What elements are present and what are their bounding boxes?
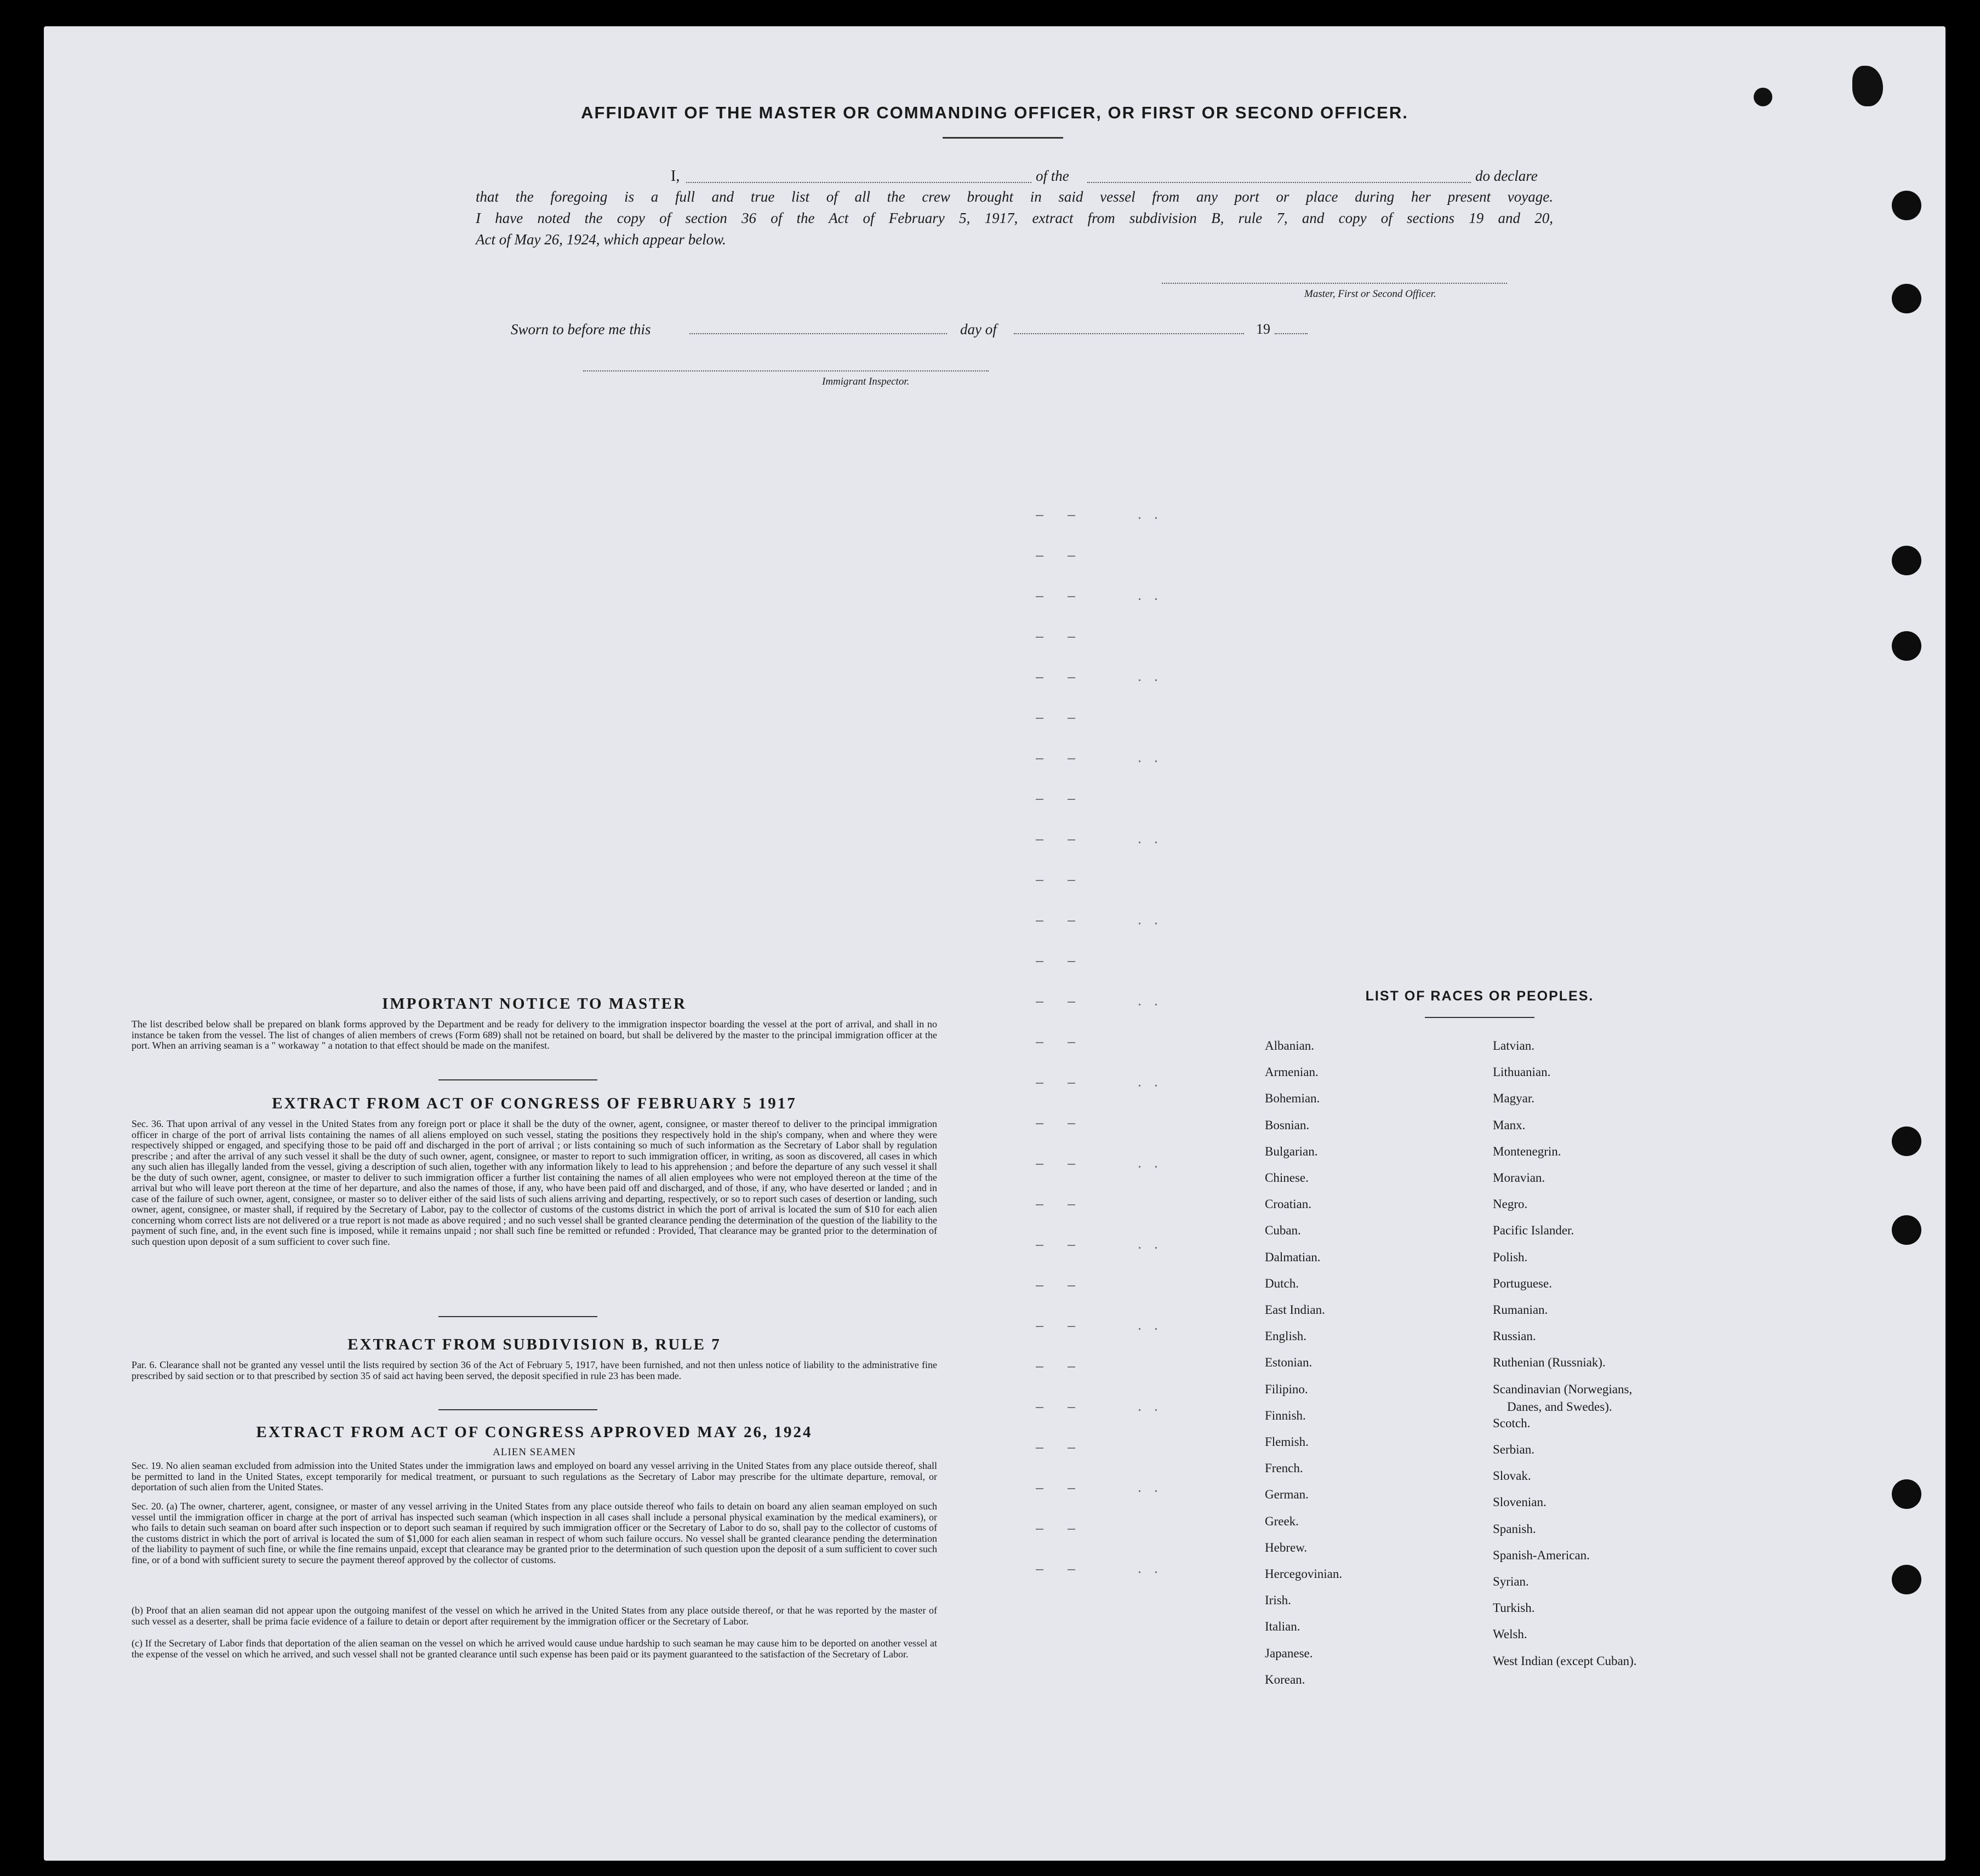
guide-tick [1068, 961, 1075, 962]
guide-tick [1068, 515, 1075, 516]
race-item: Hercegovinian. [1265, 1567, 1343, 1581]
guide-dot [1155, 1571, 1157, 1573]
race-item: Greek. [1265, 1514, 1299, 1528]
inspector-signature-field[interactable] [583, 370, 989, 371]
guide-dot [1155, 1166, 1157, 1168]
guide-tick [1036, 1529, 1043, 1530]
guide-tick [1036, 961, 1043, 962]
declaration-line-1: that the foregoing is a full and true list of all the crew brought in said vessel from any port or place during her present voyage. [476, 188, 1553, 205]
race-item: Spanish-American. [1493, 1548, 1590, 1562]
binder-hole [1892, 631, 1921, 661]
master-signature-caption: Master, First or Second Officer. [1304, 288, 1436, 300]
race-item: Spanish. [1493, 1522, 1536, 1536]
race-item: Scotch. [1493, 1416, 1531, 1430]
guide-tick [1036, 758, 1043, 759]
vessel-name-field[interactable] [1087, 182, 1471, 183]
binder-hole [1892, 1479, 1921, 1509]
binder-hole [1892, 191, 1921, 220]
race-item: Scandinavian (Norwegians, [1493, 1382, 1633, 1396]
race-item: Rumanian. [1493, 1303, 1548, 1317]
guide-dot [1155, 1247, 1157, 1249]
sworn-year-field[interactable] [1275, 333, 1308, 334]
race-item: Italian. [1265, 1620, 1300, 1634]
guide-tick [1036, 677, 1043, 678]
extract-1924-sec20c: (c) If the Secretary of Labor finds that deportation of the alien seaman on the vessel on which he arrived would cause undue hardship to such seaman he may cause him to be deported on another vessel at the expense of the vessel on which he arrived, and such vessel shall not be granted clearance until such expense has been paid or its payment guaranteed to the satisfaction of the Secretary of Labor. [132, 1638, 937, 1660]
divider [438, 1409, 597, 1410]
guide-dot [1155, 1085, 1157, 1086]
guide-tick [1036, 1164, 1043, 1165]
guide-tick [1068, 1285, 1075, 1286]
guide-tick [1068, 839, 1075, 840]
guide-tick [1068, 758, 1075, 759]
sworn-month-field[interactable] [1014, 333, 1244, 334]
guide-tick [1036, 515, 1043, 516]
guide-tick [1036, 1042, 1043, 1043]
guide-tick [1036, 880, 1043, 881]
guide-tick [1068, 880, 1075, 881]
race-item: Slovak. [1493, 1469, 1531, 1483]
race-item: West Indian (except Cuban). [1493, 1654, 1637, 1668]
guide-dot [1139, 760, 1140, 762]
guide-tick [1068, 1245, 1075, 1246]
guide-tick [1068, 556, 1075, 557]
extract-rule7-title: EXTRACT FROM SUBDIVISION B, RULE 7 [347, 1336, 721, 1353]
race-item: Ruthenian (Russniak). [1493, 1355, 1606, 1370]
race-item: Magyar. [1493, 1091, 1535, 1106]
guide-dot [1139, 842, 1140, 843]
guide-tick [1068, 1366, 1075, 1368]
race-item: Japanese. [1265, 1646, 1313, 1660]
guide-tick [1068, 920, 1075, 922]
race-item: Negro. [1493, 1197, 1528, 1211]
race-item: Polish. [1493, 1250, 1528, 1264]
guide-tick [1068, 1326, 1075, 1327]
race-item: Manx. [1493, 1118, 1526, 1132]
race-item: East Indian. [1265, 1303, 1325, 1317]
extract-1917-text: Sec. 36. That upon arrival of any vessel in the United States from any foreign port or place it shall be the duty of the owner, agent, consignee, or master thereof to deliver to the principal immigration officer in charge of the port of arrival lists containing the names of all aliens employed on such vessel, stating the positions they respectively hold in the ship's company, when and where they were respectively shipped or engaged, and specifying those to be paid off and discharged in the port of arrival ; or lists containing so much of such information as the Secretary of Labor shall by regulation prescribe ; and after the arrival of any such vessel it shall be the duty of such owner, agent, consignee, or master to report to such immigration officer, in writing, as soon as discovered, all cases in which any such alien has illegally landed from the vessel, giving a description of such alien, together with any information likely to lead to his apprehension ; and before the departure of any such vessel it shall be the duty of such owner, agent, consignee, or master to deliver to such immigration officer a further list containing the names of all alien employees who were not employed thereon at the time of the arrival but who will leave port thereon at the time of her departure, and also the names of those, if any, who have been paid off and discharged, and of those, if any, who have deserted or landed ; and in case of the failure of such owner, agent, consignee, or master so to deliver either of the said lists of such aliens arriving and departing, respectively, or so to report such cases of desertion or landing, such owner, agent, consignee, or master shall, if required by the Secretary of Labor, pay to the collector of customs of the customs district in which the port of arrival is located the sum of $10 for each alien concerning whom correct lists are not delivered or a true report is not made as above required ; and no such vessel shall be granted clearance pending the determination of the question of the liability to the payment of such fine, and, in the event such fine is imposed, while it remains unpaid ; nor shall such fine be remitted or refunded : Provided, That clearance may be granted prior to the determination of such question upon deposit of a sum sufficient to cover such fine. [132, 1118, 937, 1247]
guide-tick [1036, 920, 1043, 922]
guide-dot [1155, 842, 1157, 843]
race-item: Cuban. [1265, 1223, 1301, 1238]
binder-hole [1892, 1126, 1921, 1156]
binder-hole [1892, 284, 1921, 313]
guide-tick [1068, 677, 1075, 678]
guide-tick [1036, 1326, 1043, 1327]
extract-1924-title: EXTRACT FROM ACT OF CONGRESS APPROVED MAY 26, 1924 [256, 1423, 813, 1441]
ink-spot [1754, 88, 1772, 106]
guide-tick [1068, 1164, 1075, 1165]
guide-dot [1139, 517, 1140, 519]
race-item: Croatian. [1265, 1197, 1311, 1211]
guide-dot [1155, 1328, 1157, 1330]
guide-tick [1068, 637, 1075, 638]
guide-tick [1036, 556, 1043, 557]
divider [438, 1316, 597, 1317]
guide-tick [1036, 1285, 1043, 1286]
guide-tick [1068, 596, 1075, 597]
race-item: Bohemian. [1265, 1091, 1320, 1106]
guide-tick [1068, 1083, 1075, 1084]
guide-dot [1139, 1571, 1140, 1573]
extract-1924-subtitle: ALIEN SEAMEN [493, 1446, 576, 1458]
guide-tick [1068, 1002, 1075, 1003]
guide-tick [1036, 596, 1043, 597]
race-item: Danes, and Swedes). [1507, 1399, 1612, 1414]
year-prefix: 19 [1256, 321, 1270, 337]
sworn-label: Sworn to before me this [511, 321, 651, 338]
guide-tick [1068, 1123, 1075, 1124]
guide-tick [1036, 1204, 1043, 1205]
race-item: Filipino. [1265, 1382, 1308, 1396]
guide-dot [1139, 923, 1140, 924]
guide-tick [1068, 1569, 1075, 1570]
binder-hole [1892, 1215, 1921, 1245]
race-item: Moravian. [1493, 1171, 1545, 1185]
race-item: Pacific Islander. [1493, 1223, 1574, 1238]
guide-dot [1155, 760, 1157, 762]
guide-tick [1068, 1407, 1075, 1408]
races-title: LIST OF RACES OR PEOPLES. [1365, 988, 1594, 1004]
race-item: Dalmatian. [1265, 1250, 1321, 1264]
guide-dot [1139, 1409, 1140, 1411]
guide-dot [1155, 517, 1157, 519]
race-item: Estonian. [1265, 1355, 1313, 1370]
race-item: Lithuanian. [1493, 1065, 1551, 1079]
race-item: English. [1265, 1329, 1307, 1343]
guide-tick [1036, 718, 1043, 719]
race-item: Latvian. [1493, 1039, 1534, 1053]
guide-tick [1068, 1042, 1075, 1043]
guide-dot [1155, 923, 1157, 924]
race-item: Turkish. [1493, 1601, 1535, 1615]
race-item: Finnish. [1265, 1408, 1306, 1422]
extract-rule7-text: Par. 6. Clearance shall not be granted any vessel until the lists required by section 36 of the Act of February 5, 1917, have been furnished, and not then unless notice of liability to the administrative fine prescribed by said section or to that prescribed by section 35 of said act having been served, the deposit specified in rule 23 has been made. [132, 1359, 937, 1381]
race-item: Dutch. [1265, 1276, 1299, 1290]
extract-1924-sec20b: (b) Proof that an alien seaman did not appear upon the outgoing manifest of the vessel on which he arrived in the United States from any place outside thereof, or that he was reported by the master of such vessel as a deserter, shall be prima facie evidence of a failure to detain or deport after requirement by the immigration officer or the Secretary of Labor. [132, 1605, 937, 1627]
guide-tick [1036, 1407, 1043, 1408]
race-item: Portuguese. [1493, 1276, 1552, 1290]
guide-tick [1036, 1448, 1043, 1449]
declarant-label: I, [671, 168, 680, 185]
of-the-label: of the [1036, 168, 1069, 184]
sworn-day-field[interactable] [689, 333, 947, 334]
guide-tick [1068, 1529, 1075, 1530]
day-of-label: day of [960, 321, 997, 338]
guide-tick [1036, 1123, 1043, 1124]
declaration-line-3: Act of May 26, 1924, which appear below. [476, 231, 726, 248]
master-signature-field[interactable] [1162, 283, 1507, 284]
do-declare-label: do declare [1475, 168, 1538, 184]
guide-dot [1139, 1004, 1140, 1005]
race-item: French. [1265, 1461, 1303, 1475]
race-item: Irish. [1265, 1593, 1291, 1608]
guide-tick [1068, 1448, 1075, 1449]
guide-tick [1068, 799, 1075, 800]
race-item: Flemish. [1265, 1435, 1309, 1449]
extract-1924-sec19: Sec. 19. No alien seaman excluded from admission into the United States under the immigration laws and employed on board any vessel arriving in the United States from any place outside thereof, shall be permitted to land in the United States, except temporarily for medical treatment, or pursuant to such regulations as the Secretary of Labor may prescribe for the ultimate departure, removal, or deportation of such alien from the United States. [132, 1460, 937, 1492]
race-item: German. [1265, 1488, 1309, 1502]
guide-tick [1036, 839, 1043, 840]
guide-tick [1068, 1204, 1075, 1205]
guide-tick [1036, 1083, 1043, 1084]
inspector-caption: Immigrant Inspector. [822, 376, 910, 387]
guide-tick [1036, 1569, 1043, 1570]
races-underline [1425, 1017, 1534, 1018]
guide-dot [1155, 679, 1157, 681]
race-item: Albanian. [1265, 1039, 1315, 1053]
guide-dot [1155, 1490, 1157, 1492]
race-item: Welsh. [1493, 1627, 1527, 1642]
guide-dot [1139, 1247, 1140, 1249]
affidavit-title: AFFIDAVIT OF THE MASTER OR COMMANDING OFFICER, OR FIRST OR SECOND OFFICER. [581, 103, 1408, 122]
guide-dot [1139, 1085, 1140, 1086]
extract-1917-title: EXTRACT FROM ACT OF CONGRESS OF FEBRUARY 5 1917 [272, 1095, 797, 1112]
title-underline [943, 137, 1063, 139]
notice-text: The list described below shall be prepared on blank forms approved by the Department and be ready for delivery to the immigration inspector boarding the vessel at the port of arrival, and shall in no instance be taken from the vessel. The list of changes of alien members of crews (Form 689) shall not be retained on board, but shall be delivered by the master to the principal immigration officer at the port. When an arriving seaman is a " workaway " a notation to that effect should be made on the manifest. [132, 1019, 937, 1051]
race-item: Russian. [1493, 1329, 1536, 1343]
guide-dot [1155, 1409, 1157, 1411]
race-item: Syrian. [1493, 1575, 1529, 1588]
guide-tick [1036, 1245, 1043, 1246]
guide-tick [1036, 799, 1043, 800]
guide-dot [1139, 1490, 1140, 1492]
guide-tick [1036, 1366, 1043, 1368]
race-item: Bosnian. [1265, 1118, 1310, 1132]
binder-hole [1892, 1565, 1921, 1594]
declaration-line-2: I have noted the copy of section 36 of the Act of February 5, 1917, extract from subdivision B, rule 7, and copy of sections 19 and 20, [476, 210, 1553, 226]
race-item: Slovenian. [1493, 1495, 1547, 1509]
race-item: Korean. [1265, 1672, 1305, 1686]
guide-tick [1068, 718, 1075, 719]
guide-dot [1139, 1328, 1140, 1330]
guide-dot [1139, 679, 1140, 681]
ink-spot [1852, 66, 1883, 106]
race-item: Armenian. [1265, 1065, 1319, 1079]
binder-hole [1892, 546, 1921, 575]
race-item: Chinese. [1265, 1171, 1309, 1185]
guide-dot [1155, 1004, 1157, 1005]
declarant-name-field[interactable] [686, 182, 1031, 183]
race-item: Hebrew. [1265, 1540, 1308, 1554]
race-item: Bulgarian. [1265, 1144, 1318, 1158]
race-item: Montenegrin. [1493, 1144, 1561, 1158]
guide-dot [1155, 598, 1157, 600]
guide-dot [1139, 598, 1140, 600]
divider [438, 1079, 597, 1080]
race-item: Serbian. [1493, 1443, 1535, 1456]
guide-tick [1068, 1488, 1075, 1489]
guide-dot [1139, 1166, 1140, 1168]
notice-title: IMPORTANT NOTICE TO MASTER [382, 995, 687, 1013]
form-page [44, 26, 1945, 1861]
guide-tick [1036, 637, 1043, 638]
guide-tick [1036, 1488, 1043, 1489]
guide-tick [1036, 1002, 1043, 1003]
extract-1924-sec20a: Sec. 20. (a) The owner, charterer, agent, consignee, or master of any vessel arriving in the United States from any place outside thereof who fails to detain on board any alien seaman employed on such vessel until the immigration officer in charge at the port of arrival has inspected such seaman (which inspection in all cases shall include a personal physical examination by the medical examiners), or who fails to detain such seaman on board after such inspection or to deport such seaman if required by such immigration officer or the Secretary of Labor to do so, shall pay to the collector of customs of the customs district in which the port of arrival is located the sum of $1,000 for each alien seaman in respect of whom such failure occurs. No vessel shall be granted clearance pending the determination of the liability to payment of such fine, or while the fine remains unpaid, except that clearance may be granted prior to the determination of such question upon the deposit of a sum sufficient to cover such fine, or of a bond with sufficient surety to secure the payment thereof approved by the collector of customs. [132, 1501, 937, 1565]
